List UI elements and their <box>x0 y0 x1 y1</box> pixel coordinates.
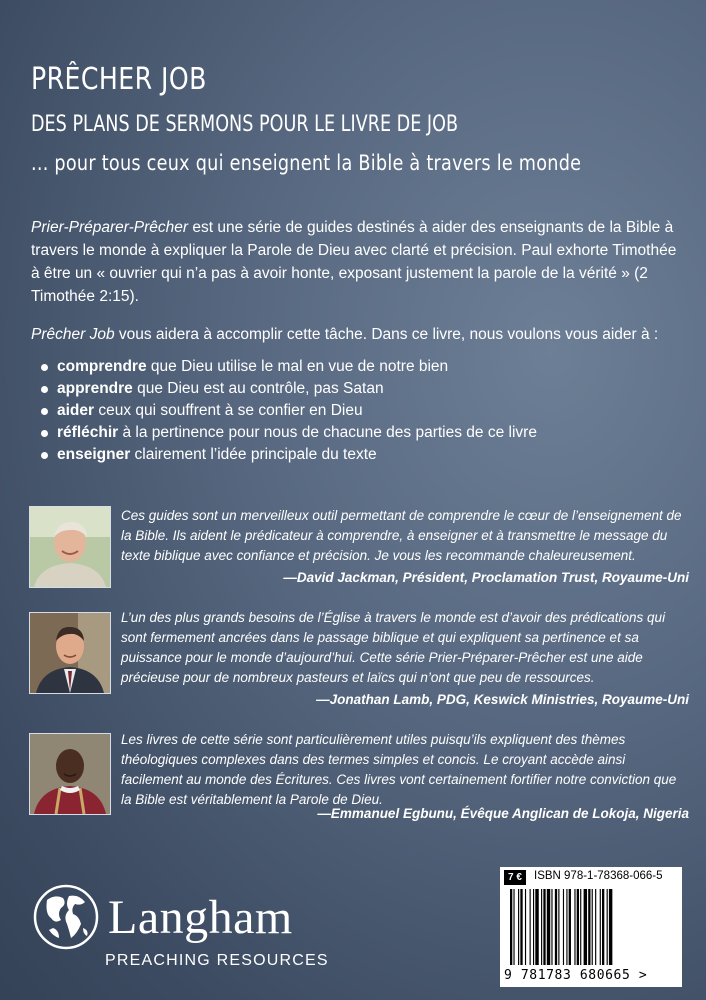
list-item-keyword: enseigner <box>57 446 131 463</box>
list-item-keyword: aider <box>57 402 95 419</box>
endorsement <box>29 608 689 718</box>
portrait-icon <box>30 613 110 693</box>
portrait-photo <box>29 612 111 694</box>
endorsement <box>29 506 689 596</box>
isbn-text: ISBN 978-1-78368-066-5 <box>534 870 663 882</box>
list-item-keyword: réfléchir <box>57 424 119 441</box>
endorsement-text: Les livres de cette série sont particulièrement utiles puisqu’ils expliquent des thèmes théologiques complexes dans des termes simples et concis. Le croyant accède ainsi facilement au monde des Écritures. Ces livres vont certainement fortifier notre conviction que la Bible est véritablement la Parole de Dieu. <box>121 732 677 807</box>
list-item-text: que Dieu utilise le mal en vue de notre bien <box>146 358 449 375</box>
endorsement-author: —Jonathan Lamb, PDG, Keswick Ministries, Royaume-Uni <box>316 692 689 707</box>
book-title: PRÊCHER JOB <box>31 62 207 97</box>
price-badge: 7 € <box>504 870 526 885</box>
list-item <box>41 444 681 466</box>
publisher-name: Langham <box>108 891 293 944</box>
purpose-paragraph <box>31 323 681 346</box>
intro-text: est une série de guides destinés à aider des enseignants de la Bible à travers le monde à expliquer la Parole de Dieu avec clarté et précision. Paul exhorte Timothée à être un « ouvrier qui n’a pas à avoir honte, exposant justement la parole de la vérité » (2 Timothée 2:15). <box>31 219 677 305</box>
intro-paragraph <box>31 216 681 308</box>
portrait-photo <box>29 733 111 815</box>
globe-icon <box>33 884 99 950</box>
list-item-text: ceux qui souffrent à se confier en Dieu <box>94 402 363 419</box>
list-item <box>41 378 681 400</box>
barcode-icon <box>500 867 682 967</box>
book-name: Prêcher Job <box>31 326 115 343</box>
barcode-box <box>500 867 682 987</box>
list-item <box>41 400 681 422</box>
publisher-line: PREACHING RESOURCES <box>105 952 329 969</box>
tagline: ... pour tous ceux qui enseignent la Bible à travers le monde <box>31 151 582 175</box>
endorsement-text: Ces guides sont un merveilleux outil permettant de comprendre le cœur de l’enseignement de la Bible. Ils aident le prédicateur à comprendre, à enseigner et à transmettre le message du texte biblique avec confiance et précision. Je vous les recommande chaleureusement. <box>121 508 682 563</box>
endorsement-author: —Emmanuel Egbunu, Évêque Anglican de Lokoja, Nigeria <box>317 806 689 821</box>
list-item-text: que Dieu est au contrôle, pas Satan <box>132 380 384 397</box>
list-item <box>41 422 681 444</box>
endorsement-author: —David Jackman, Président, Proclamation Trust, Royaume-Uni <box>283 570 689 585</box>
publisher-logo <box>33 884 363 974</box>
endorsement-text: L’un des plus grands besoins de l’Église à travers le monde est d’avoir des prédications qui sont fermement ancrées dans le passage biblique et qui expliquent sa pertinence et sa puissance pour le monde d’aujourd’hui. Cette série Prier-Préparer-Prêcher est une aide précieuse pour de nombreux pasteurs et laïcs qui n’ont que peu de ressources. <box>121 610 666 685</box>
portrait-icon <box>30 734 110 814</box>
list-item-text: à la pertinence pour nous de chacune des parties de ce livre <box>118 424 537 441</box>
list-item <box>41 356 681 378</box>
book-subtitle: DES PLANS DE SERMONS POUR LE LIVRE DE JOB <box>31 112 459 137</box>
barcode-digits: 9 781783 680665 > <box>504 968 648 983</box>
endorsement <box>29 730 689 830</box>
portrait-photo <box>29 506 111 588</box>
list-item-text: clairement l’idée principale du texte <box>130 446 377 463</box>
list-item-keyword: comprendre <box>57 358 147 375</box>
purpose-text: vous aidera à accomplir cette tâche. Dans ce livre, nous voulons vous aider à : <box>114 326 659 343</box>
description <box>31 216 681 466</box>
goals-list <box>31 356 681 466</box>
portrait-icon <box>30 507 110 587</box>
series-name: Prier-Préparer-Prêcher <box>31 219 189 236</box>
list-item-keyword: apprendre <box>57 380 133 397</box>
